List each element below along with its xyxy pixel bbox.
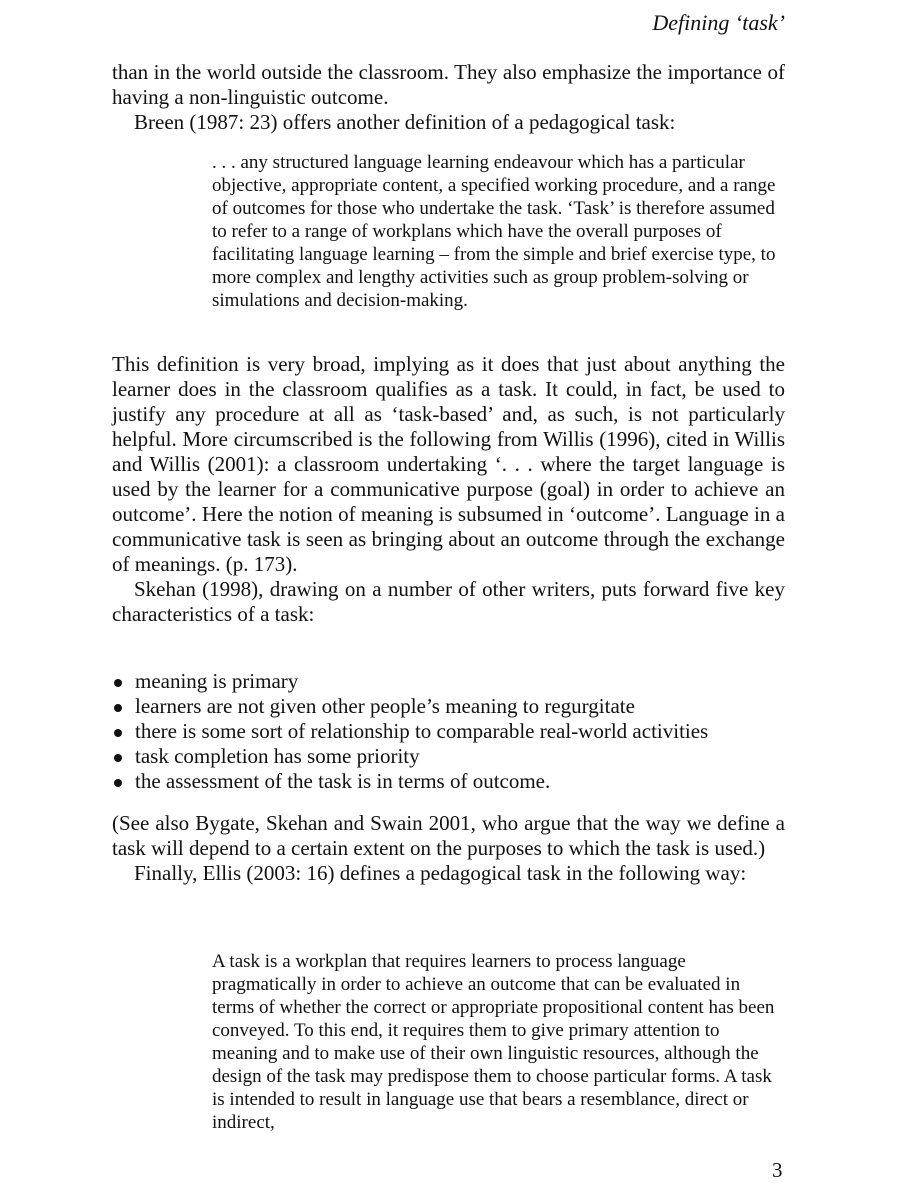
list-item-text: there is some sort of relationship to comparable real-world activities: [135, 719, 709, 743]
list-item-text: learners are not given other people’s meaning to regurgitate: [135, 694, 635, 718]
paragraph-5: (See also Bygate, Skehan and Swain 2001, who argue that the way we define a task will depend to a certain extent on the purposes to which the task is used.): [112, 811, 785, 860]
list-item: [112, 744, 792, 769]
list-item-text: the assessment of the task is in terms of outcome.: [135, 769, 551, 793]
running-head: Defining ‘task’: [652, 10, 785, 35]
list-item: [112, 669, 792, 694]
list-item: [112, 719, 792, 744]
bullet-icon: [114, 729, 122, 737]
paragraph-3: This definition is very broad, implying as it does that just about anything the learner does in the classroom qualifies as a task. It could, in fact, be used to justify any procedure at all as ‘task-based’ and, as such, is not particularly helpful. More circumscribed is the following from Willis (1996), cited in Willis and Willis (2001): a classroom undertaking ‘. . . where the target language is used by the learner for a communicative purpose (goal) in order to achieve an outcome’. Here the notion of meaning is subsumed in ‘outcome’. Language in a communicative task is seen as bringing about an outcome through the exchange of meanings. (p. 173).: [112, 352, 785, 576]
paragraph-2: Breen (1987: 23) offers another definition of a pedagogical task:: [134, 110, 676, 134]
paragraph-continuation: [112, 60, 785, 135]
bullet-icon: [114, 704, 122, 712]
quote-2-text: A task is a workplan that requires learners to process language pragmatically in order to achieve an outcome that can be evaluated in terms of whether the correct or appropriate propositional content has been conveyed. To this end, it requires them to give primary attention to meaning and to make use of their own linguistic resources, although the design of the task may predispose them to choose particular forms. A task is intended to result in language use that bears a resemblance, direct or indirect,: [212, 951, 775, 1133]
paragraph-6: Finally, Ellis (2003: 16) defines a pedagogical task in the following way:: [134, 861, 747, 885]
page-number: 3: [772, 1158, 783, 1182]
paragraph-4: Skehan (1998), drawing on a number of other writers, puts forward five key characteristics of a task:: [112, 577, 785, 626]
characteristics-list: [112, 669, 792, 794]
list-item: [112, 769, 792, 794]
bullet-icon: [114, 679, 122, 687]
list-item: [112, 694, 792, 719]
block-quote-ellis: [212, 950, 782, 1134]
paragraph-group-2: [112, 352, 785, 627]
list-item-text: task completion has some priority: [135, 744, 420, 768]
list-item-text: meaning is primary: [135, 669, 299, 693]
quote-1-text: . . . any structured language learning endeavour which has a particular objective, appropriate content, a specified working procedure, and a range of outcomes for those who undertake the task. ‘Task’ is therefore assumed to refer to a range of workplans which have the overall purposes of facilitating language learning – from the simple and brief exercise type, to more complex and lengthy activities such as group problem-solving or simulations and decision-making.: [212, 152, 776, 311]
paragraph-group-3: [112, 811, 785, 886]
paragraph-1: than in the world outside the classroom. They also emphasize the importance of having a non-linguistic outcome.: [112, 60, 785, 109]
block-quote-breen: [212, 151, 782, 312]
bullet-icon: [114, 754, 122, 762]
bullet-icon: [114, 779, 122, 787]
